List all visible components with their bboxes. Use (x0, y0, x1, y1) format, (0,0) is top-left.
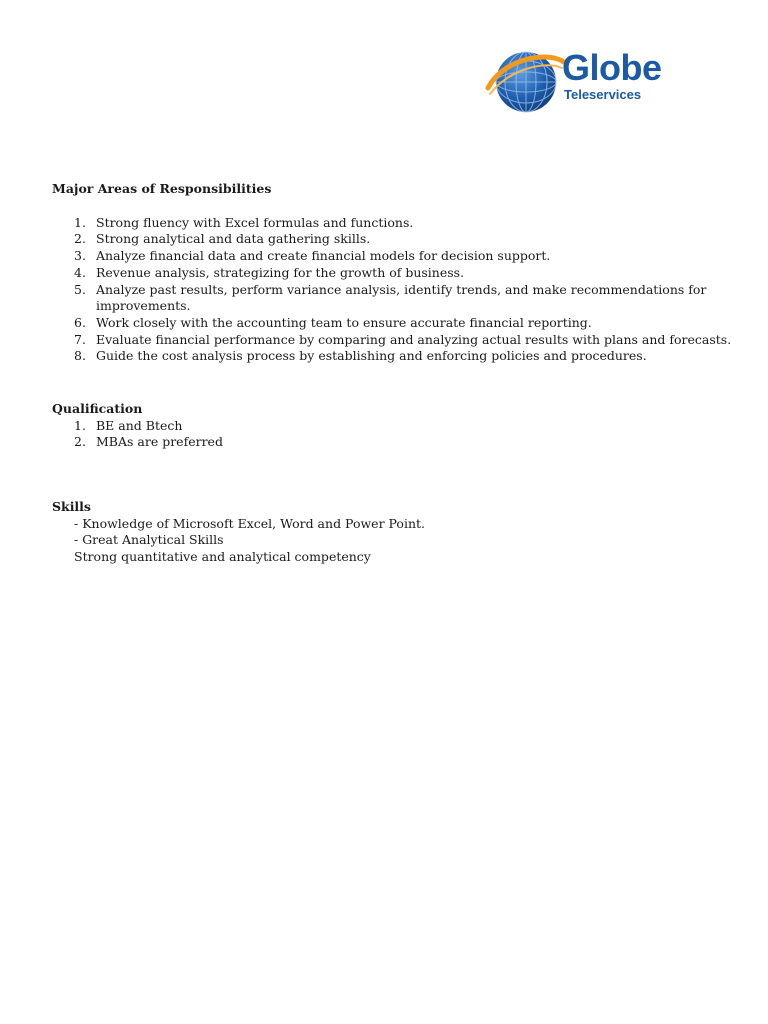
list-item: 7. Evaluate financial performance by comparing and analyzing actual results with plans and forecasts. (74, 331, 732, 347)
qualification-heading: Qualification (52, 401, 143, 416)
qualification-section (52, 401, 732, 451)
list-item: 1. Strong fluency with Excel formulas and functions. (74, 214, 414, 230)
skill-line: - Knowledge of Microsoft Excel, Word and Power Point. (74, 515, 425, 531)
list-item: 3. Analyze financial data and create financial models for decision support. (74, 248, 551, 264)
list-item: 4. Revenue analysis, strategizing for the growth of business. (74, 264, 465, 280)
skill-line: Strong quantitative and analytical competency (74, 549, 371, 565)
responsibilities-list (52, 215, 732, 365)
list-item: 6. Work closely with the accounting team to ensure accurate financial reporting. (74, 314, 592, 330)
qualification-list (52, 418, 732, 451)
skill-line: - Great Analytical Skills (74, 532, 224, 548)
brand-subtitle: Teleservices (564, 87, 642, 102)
responsibilities-heading: Major Areas of Responsibilities (52, 181, 272, 196)
skills-heading: Skills (52, 499, 91, 514)
list-item: 2. Strong analytical and data gathering skills. (74, 231, 371, 247)
globe-icon (484, 44, 568, 120)
list-item: 5. Analyze past results, perform variance analysis, identify trends, and make recommendations for improvements. (74, 281, 707, 314)
brand-name: Globe (562, 47, 662, 88)
responsibilities-section (52, 181, 732, 365)
list-item: 2. MBAs are preferred (74, 434, 223, 450)
list-item: 1. BE and Btech (74, 417, 183, 433)
skills-section (52, 499, 732, 566)
company-logo (484, 44, 664, 116)
list-item: 8. Guide the cost analysis process by establishing and enforcing policies and procedures. (74, 348, 647, 364)
